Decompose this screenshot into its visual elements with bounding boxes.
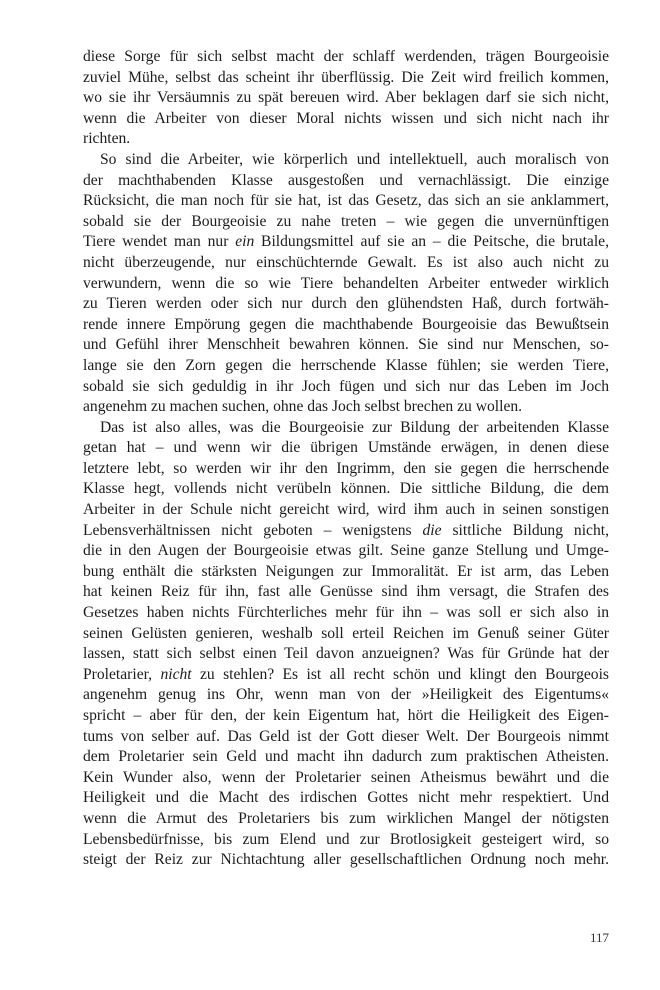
text-line: angenehm zu machen suchen, ohne das Joch selbst brechen zu wollen. xyxy=(83,398,523,416)
text-line: steigt der Reiz zur Nichtachtung aller gesellschaftlichen Ordnung noch mehr. xyxy=(83,851,609,869)
text-line: Proletarier, nicht zu stehlen? Es ist all recht schön und klingt den Bourgeois xyxy=(83,665,610,683)
text-line: wenn die Armut des Proletariers bis zum wirklichen Mangel der nötigsten xyxy=(83,809,609,827)
text-line: Tiere wendet man nur ein Bildungsmittel auf sie an – die Peitsche, die brutale, xyxy=(83,233,609,251)
paragraph xyxy=(83,150,609,418)
text-line: spricht – aber für den, der kein Eigentum hat, hört die Heiligkeit des Eigen- xyxy=(83,707,609,724)
text-line: zuviel Mühe, selbst das scheint ihr überflüssig. Die Zeit wird freilich kommen, xyxy=(83,68,609,86)
text-line: wo sie ihr Versäumnis zu spät bereuen wird. Aber beklagen darf sie sich nicht, xyxy=(83,89,609,107)
text-line: bung enthält die stärksten Neigungen zur Immoralität. Er ist arm, das Leben xyxy=(83,562,609,580)
text-line: lassen, statt sich selbst einen Teil davon anzueignen? Was für Gründe hat der xyxy=(83,645,609,663)
text-line: und Gefühl ihrer Menschheit bewahren können. Sie sind nur Menschen, so- xyxy=(83,336,609,354)
text-line: sobald sie sich geduldig in ihr Joch fügen und sich nur das Leben im Joch xyxy=(83,377,609,395)
text-line: seinen Gelüsten genieren, weshalb soll erteil Reichen im Genuß seiner Güter xyxy=(83,624,609,642)
text-line: wenn die Arbeiter von dieser Moral nichts wissen und sich nicht nach ihr xyxy=(83,109,609,127)
text-line: So sind die Arbeiter, wie körperlich und intellektuell, auch moralisch von xyxy=(100,150,609,168)
text-line: Klasse hegt, vollends nicht verübeln können. Die sittliche Bildung, die dem xyxy=(83,480,609,498)
text-line: angenehm genug ins Ohr, wenn man von der »Heiligkeit des Eigentums« xyxy=(83,686,609,704)
text-line: nicht überzeugende, nur einschüchternde Gewalt. Es ist also auch nicht zu xyxy=(83,253,609,271)
text-line: lange sie den Zorn gegen die herrschende Klasse fühlen; sie werden Tiere, xyxy=(83,356,609,374)
text-line: Lebensverhältnissen nicht geboten – wenigstens die sittliche Bildung nicht, xyxy=(83,521,609,539)
text-line: rende innere Empörung gegen die machthabende Bourgeoisie das Bewußtsein xyxy=(83,315,609,333)
text-line: Gesetzes haben nichts Fürchterliches mehr für ihn – was soll er sich also in xyxy=(83,604,609,622)
emphasis: nicht xyxy=(160,665,192,683)
text-line: zu Tieren werden oder sich nur durch den glühendsten Haß, durch fortwäh- xyxy=(83,295,609,313)
emphasis: ein xyxy=(235,233,255,251)
text-line: sobald sie der Bourgeoisie zu nahe treten – wie gegen die unvernünftigen xyxy=(83,212,609,230)
paragraph xyxy=(83,418,609,871)
emphasis: die xyxy=(422,521,442,539)
text-line: tums von selber auf. Das Geld ist der Gott dieser Welt. Der Bourgeois nimmt xyxy=(83,727,609,745)
text-line: Das ist also alles, was die Bourgeoisie zur Bildung der arbeitenden Klasse xyxy=(100,418,609,436)
text-line: Heiligkeit und die Macht des irdischen Gottes nicht mehr respektiert. Und xyxy=(83,789,609,807)
text-line: Kein Wunder also, wenn der Proletarier seinen Atheismus bewährt und die xyxy=(83,768,609,786)
text-line: letztere lebt, so werden wir ihr den Ingrimm, den sie gegen die herrschende xyxy=(83,459,609,477)
text-line: verwundern, wenn die so wie Tiere behandelten Arbeiter entweder wirklich xyxy=(83,274,609,292)
text-line: der machthabenden Klasse ausgestoßen und vernachlässigt. Die einzige xyxy=(83,171,609,189)
text-line: hat keinen Reiz für ihn, fast alle Genüsse sind ihm versagt, die Strafen des xyxy=(83,583,609,601)
book-page-text xyxy=(83,47,609,871)
text-line: diese Sorge für sich selbst macht der schlaff werdenden, trägen Bourgeoisie xyxy=(83,48,609,65)
page-number: 117 xyxy=(589,930,609,945)
text-line: dem Proletarier sein Geld und macht ihn dadurch zum praktischen Atheisten. xyxy=(83,748,609,766)
paragraph xyxy=(83,47,609,150)
text-line: Rücksicht, die man noch für sie hat, ist das Gesetz, das sich an sie anklammert, xyxy=(83,192,609,210)
text-line: Arbeiter in der Schule nicht gereicht wird, wird ihm auch in seinen sonstigen xyxy=(83,501,609,519)
text-line: richten. xyxy=(83,130,131,148)
text-line: Lebensbedürfnisse, bis zum Elend und zur Brotlosigkeit gesteigert wird, so xyxy=(83,830,609,848)
text-line: getan hat – und wenn wir die übrigen Umstände erwägen, in denen diese xyxy=(83,439,609,457)
text-line: die in den Augen der Bourgeoisie etwas gilt. Seine ganze Stellung und Umge- xyxy=(83,542,609,560)
